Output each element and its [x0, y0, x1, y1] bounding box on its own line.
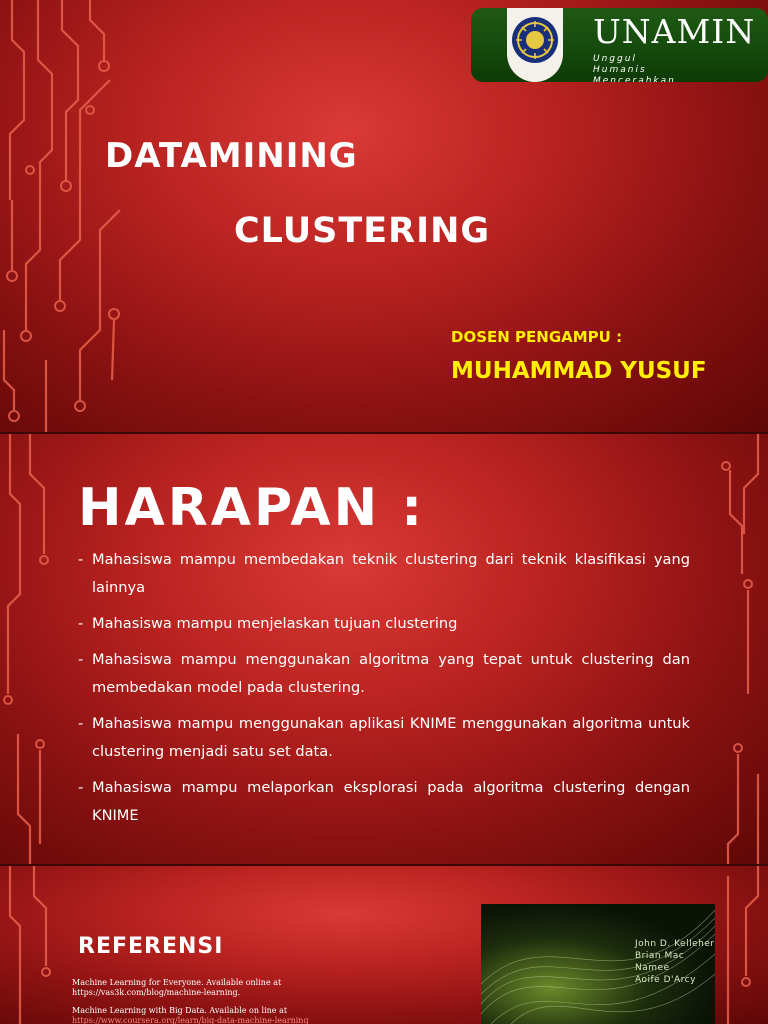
author-name: Aoife D'Arcy: [635, 975, 696, 985]
list-item: - Mahasiswa mampu melaporkan eksplorasi pada algoritma clustering dengan KNIME: [78, 774, 690, 830]
book-cover: [481, 904, 715, 1024]
motto-line: Mencerahkan: [593, 76, 676, 82]
list-item: - Mahasiswa mampu menjelaskan tujuan clustering: [78, 610, 690, 638]
expectations-list: [78, 546, 690, 838]
list-item: - Mahasiswa mampu membedakan teknik clustering dari teknik klasifikasi yang lainnya: [78, 546, 690, 602]
university-seal-icon: [511, 16, 559, 64]
reference-item: [72, 1006, 412, 1024]
reference-text: Machine Learning with Big Data. Available on line at: [72, 1006, 288, 1015]
circuit-decoration-icon: [0, 0, 140, 432]
reference-item: Machine Learning for Everyone. Available online at https://vas3k.com/blog/machine-learning.: [72, 978, 282, 997]
reference-link[interactable]: https://www.coursera.org/learn/big-data-machine-learning: [72, 1016, 309, 1024]
university-logo: [471, 8, 768, 82]
list-item: - Mahasiswa mampu menggunakan algoritma yang tepat untuk clustering dan membedakan model pada clustering.: [78, 646, 690, 702]
book-authors: [635, 938, 715, 986]
logo-motto: [593, 54, 676, 82]
slide-title: [0, 0, 768, 432]
motto-line: Humanis: [593, 65, 647, 75]
lecturer-name: MUHAMMAD YUSUF: [451, 358, 707, 384]
circuit-decoration-icon: [708, 866, 768, 1024]
motto-line: Unggul: [593, 54, 637, 64]
slide-referensi: [0, 866, 768, 1024]
logo-title: UNAMIN: [593, 12, 756, 51]
slide-harapan: [0, 434, 768, 864]
lecturer-label: DOSEN PENGAMPU :: [451, 328, 623, 346]
title-datamining: DATAMINING: [105, 136, 358, 176]
circuit-decoration-icon: [0, 434, 60, 864]
references-title: REFERENSI: [78, 934, 224, 959]
list-item: - Mahasiswa mampu menggunakan aplikasi KNIME menggunakan algoritma untuk clustering menjadi satu set data.: [78, 710, 690, 766]
circuit-decoration-icon: [708, 434, 768, 864]
circuit-decoration-icon: [0, 866, 60, 1024]
title-clustering: CLUSTERING: [234, 211, 491, 251]
section-title: HARAPAN :: [78, 478, 426, 538]
author-name: Brian Mac Namee: [635, 951, 685, 973]
author-name: John D. Kelleher: [635, 939, 715, 949]
